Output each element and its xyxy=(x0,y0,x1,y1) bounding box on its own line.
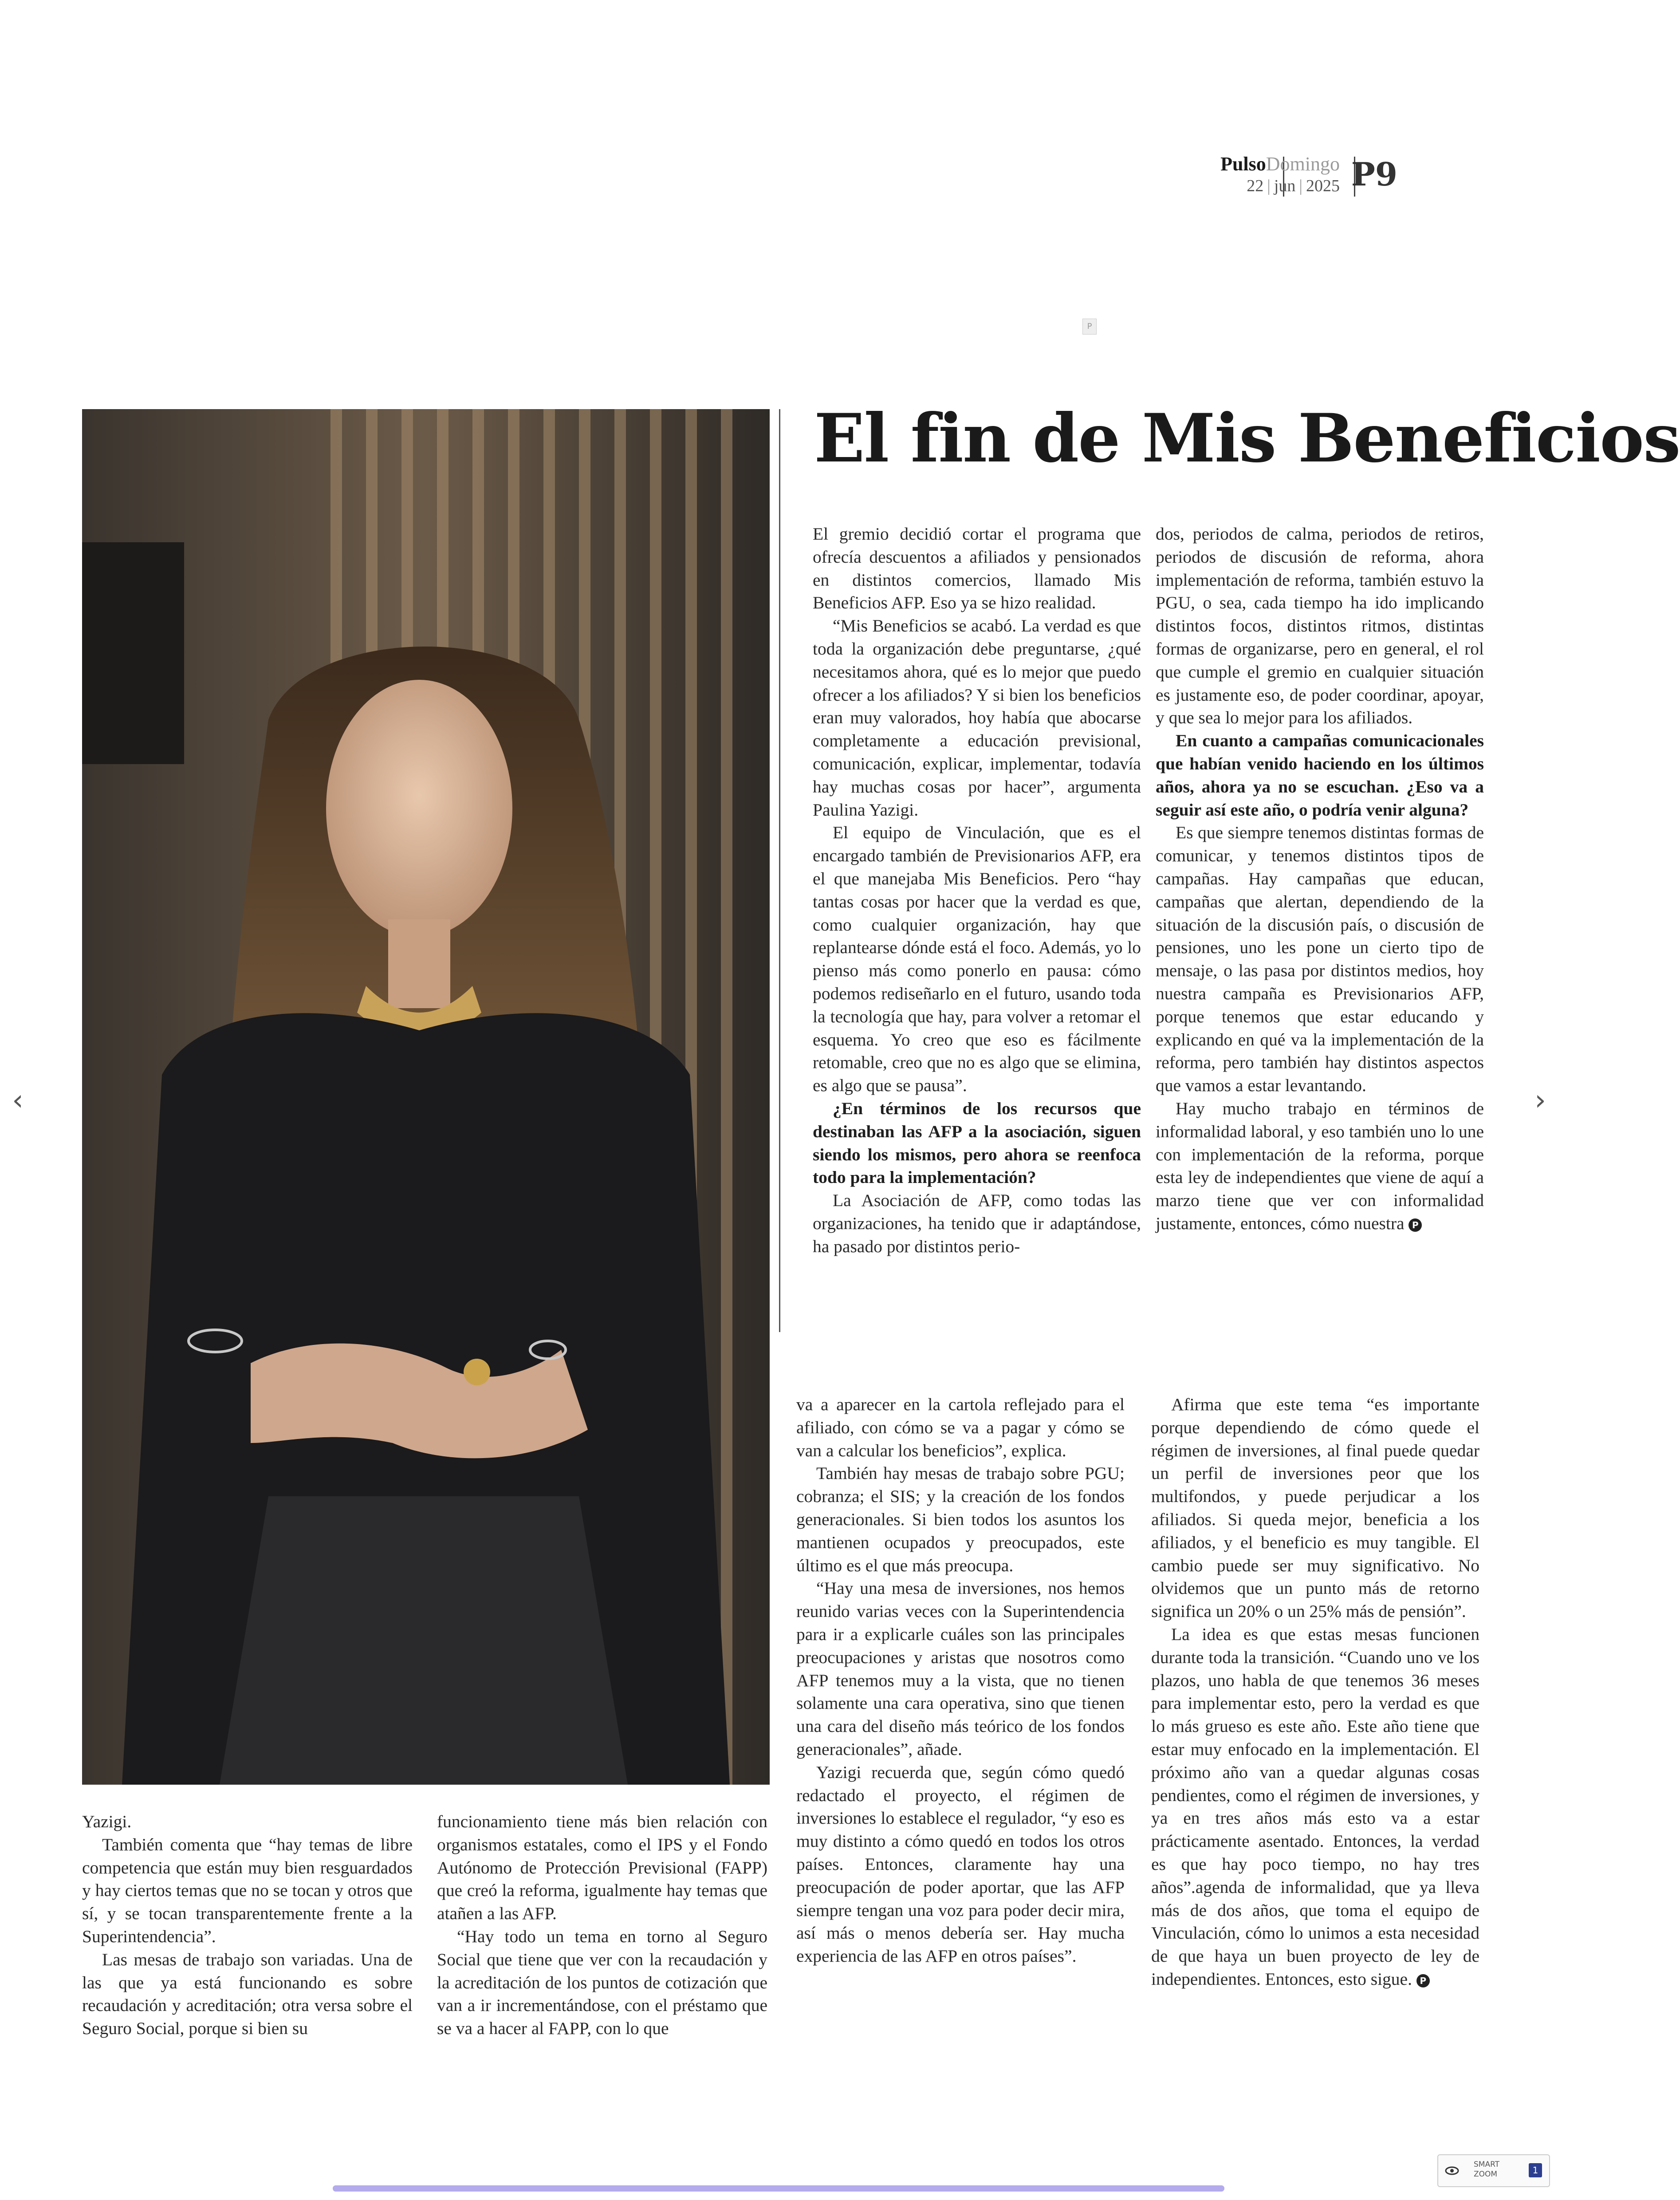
end-of-article-icon: P xyxy=(1416,1974,1430,1987)
end-of-article-icon: P xyxy=(1409,1218,1422,1232)
paragraph: “Hay una mesa de inversiones, nos hemos reunido varias veces con la Superintendencia para ir a explicarle cuáles son las principales preocupaciones y aristas que nosotros como AFP tenemos muy a la vista, que no tienen solamente una cara operativa, sino que tienen una cara del diseño más teórico de los fondos generacionales”, añade. xyxy=(796,1578,1125,1759)
previous-page-chevron-icon[interactable]: ‹ xyxy=(12,1084,24,1117)
paragraph: Yazigi. xyxy=(82,1812,132,1831)
column-divider xyxy=(779,409,780,1332)
reading-progress-fill xyxy=(333,2185,1224,2192)
paragraph: Afirma que este tema “es importante porque dependiendo de cómo quede el régimen de inversiones, al final puede quedar un perfil de inversiones peor que los multifondos, y puede perjudicar a los afiliados. Si queda mejor, beneficia a los afiliados, y el beneficio es muy tangible. El cambio puede ser muy significativo. No olvidemos que un punto más de retorno significa un 20% o un 25% más de pensión”. xyxy=(1151,1395,1479,1621)
interview-question: En cuanto a campañas comunicacionales que habían venido haciendo en los últimos años, ahora ya no se escuchan. ¿Eso va a seguir así este año, o podría venir alguna? xyxy=(1156,731,1484,820)
paragraph: El equipo de Vinculación, que es el encargado también de Previsionarios AFP, era el que manejaba Mis Beneficios. Pero “hay tantas cosas por hacer que la verdad es que, como cualquier organización, hay que replantearse dónde está el foco. Además, yo lo pienso más como ponerlo en pausa: cómo podemos rediseñarlo en el futuro, usando toda la tecnología que hay, para volver a retomar el esquema. Yo creo que eso es fácilmente retomable, creo que no es algo que se elimina, es algo que se pausa”. xyxy=(813,823,1141,1096)
issue-date: 22 | jun | 2025 xyxy=(1247,177,1340,195)
article-photo xyxy=(82,409,770,1785)
paragraph: Hay mucho trabajo en términos de informalidad laboral, y eso también uno lo une con implementación de la reforma, porque esta ley de independientes que viene de aquí a marzo tiene que ver con informalidad justamente, entonces, cómo nuestra P xyxy=(1156,1098,1484,1233)
article-bottom-column-2 xyxy=(437,1810,767,2040)
paragraph: Las mesas de trabajo son variadas. Una de las que ya está funcionando es sobre recaudación y acreditación; otra versa sobre el Seguro Social, porque si bien su xyxy=(82,1949,413,2038)
paragraph: dos, periodos de calma, periodos de retiros, periodos de discusión de reforma, ahora implementación de reforma, también estuvo la PGU, o sea, cada tiempo ha ido implicando distintos focos, distintos ritmos, distintas formas de organizarse, pero en general, el rol que cumple el gremio en cualquier situación es justamente eso, de poder coordinar, apoyar, y que sea lo mejor para los afiliados. xyxy=(1156,524,1484,728)
portrait-of-woman-image xyxy=(82,409,770,1785)
paragraph: va a aparecer en la cartola reflejado para el afiliado, con cómo se va a pagar y cómo se van a calcular los beneficios”, explica. xyxy=(796,1395,1125,1460)
article-column-3 xyxy=(796,1393,1125,1968)
smart-zoom-page-badge: 1 xyxy=(1529,2163,1542,2177)
paragraph: También hay mesas de trabajo sobre PGU; cobranza; el SIS; y la creación de los fondos generacionales. Si bien todos los asuntos los mantienen ocupados y preocupados, este último es el que más preocupa. xyxy=(796,1463,1125,1575)
paragraph: El gremio decidió cortar el programa que ofrecía descuentos a afiliados y pensionados en distintos comercios, llamado Mis Beneficios AFP. Eso ya se hizo realidad. xyxy=(813,524,1141,613)
page-number: P9 xyxy=(1351,155,1397,193)
paragraph: Yazigi recuerda que, según cómo quedó redactado el proyecto, el régimen de inversiones lo establece el regulador, “y eso es muy distinto a cómo quedó en todos los otros países. Entonces, claramente hay una preocupación de poder aportar, que las AFP siempre tengan una voz para poder decir mira, así más o menos debería ser. Hay mucha experiencia de las AFP en otros países”. xyxy=(796,1762,1125,1966)
paragraph: También comenta que “hay temas de libre competencia que están muy bien resguardados y hay ciertos temas que no se tocan y otros que sí, y se tocan transparentemente frente a la Superintendencia”. xyxy=(82,1834,413,1946)
article-column-1 xyxy=(813,523,1141,1258)
smart-zoom-button[interactable] xyxy=(1437,2154,1550,2187)
masthead xyxy=(1198,153,1486,202)
article-title: El fin de Mis Beneficios xyxy=(814,399,1680,477)
article-column-2 xyxy=(1156,523,1484,1235)
eye-icon xyxy=(1444,2163,1460,2178)
interview-question: ¿En términos de los recursos que destinaban las AFP a la asociación, siguen siendo los mismos, pero ahora se reenfoca todo para la implementación? xyxy=(813,1098,1141,1187)
paragraph: “Hay todo un tema en torno al Seguro Social que tiene que ver con la recaudación y la acreditación de los puntos de cotización que van a ir incrementándose, con el préstamo que se va a hacer al FAPP, con lo que xyxy=(437,1926,767,2038)
paragraph: La idea es que estas mesas funcionen durante toda la transición. “Cuando uno ve los plazos, uno habla de que tenemos 36 meses para implementar esto, pero la verdad es que lo más grueso es este año. Este año tiene que estar muy enfocado en la implementación. El próximo año van a quedar algunas cosas pendientes, como el régimen de inversiones, y ya en tres años más esto va a estar prácticamente asentado. Entonces, la verdad es que hay poco tiempo, no hay tres años”.agenda de informalidad, que ya lleva más de dos años, que toma el equipo de Vinculación, cómo lo unimos a esta necesidad de que haya un buen proyecto de ley de independientes. Entonces, esto sigue. P xyxy=(1151,1624,1479,1989)
next-page-chevron-icon[interactable]: › xyxy=(1534,1084,1546,1117)
smart-zoom-label: SMART ZOOM xyxy=(1474,2160,1500,2179)
article-column-4 xyxy=(1151,1393,1479,1991)
brand-logo: PulsoDomingo xyxy=(1220,153,1340,175)
reading-progress-bar[interactable] xyxy=(333,2185,1224,2192)
article-bottom-column-1 xyxy=(82,1810,413,2040)
paragraph: funcionamiento tiene más bien relación con organismos estatales, como el IPS y el Fondo Autónomo de Protección Previsional (FAPP) que creó la reforma, igualmente hay temas que atañen a las AFP. xyxy=(437,1812,767,1924)
paragraph: Es que siempre tenemos distintas formas de comunicar, y tenemos distintos tipos de campañas. Hay campañas que educan, campañas que alertan, dependiendo de la situación de la discusión país, o discusión de pensiones, uno les pone un cierto tipo de mensaje, o las pasa por distintos medios, hoy nuestra campaña es Previsionarios AFP, porque tenemos que estar educando y explicando en qué va la implementación de la reforma, pero también hay distintos aspectos que vamos a estar levantando. xyxy=(1156,823,1484,1096)
paragraph: La Asociación de AFP, como todas las organizaciones, ha tenido que ir adaptándose, ha pasado por distintos perio- xyxy=(813,1191,1141,1256)
page-marker-icon: P xyxy=(1082,319,1097,335)
paragraph: “Mis Beneficios se acabó. La verdad es que toda la organización debe preguntarse, ¿qué necesitamos ahora, qué es lo mejor que puedo ofrecer a los afiliados? Y si bien los beneficios eran muy valorados, hoy había que abocarse completamente a educación previsional, comunicación, explicar, implementar, todavía hay muchas cosas por hacer”, argumenta Paulina Yazigi. xyxy=(813,616,1141,820)
